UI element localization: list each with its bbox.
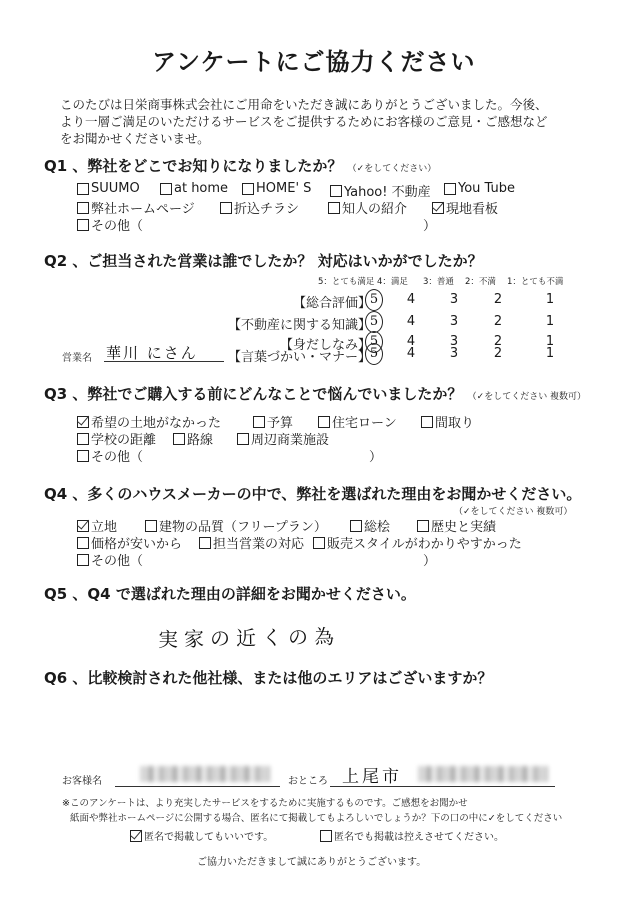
rating-label: 【不動産に関する知識】 xyxy=(227,318,371,333)
checkbox[interactable] xyxy=(421,416,433,428)
checkbox-checked[interactable] xyxy=(77,520,89,532)
checkbox[interactable] xyxy=(77,537,89,549)
rating-option[interactable]: 2 xyxy=(493,314,503,329)
option-label: その他（ xyxy=(91,450,144,465)
q1-option[interactable] xyxy=(328,198,407,217)
checkbox[interactable] xyxy=(77,219,89,231)
q4-note: （✓をしてください 複数可） xyxy=(454,507,573,517)
option-label: 販売スタイルがわかりやすかった xyxy=(327,537,522,552)
selection-circle xyxy=(365,311,383,333)
q1-option[interactable] xyxy=(77,215,143,234)
rating-option[interactable]: 2 xyxy=(493,292,503,307)
checkbox[interactable] xyxy=(145,520,157,532)
rating-row xyxy=(0,346,565,364)
rating-label: 【言葉づかい・マナー】 xyxy=(227,350,371,365)
option-label: 路線 xyxy=(187,433,214,448)
rating-scale-4: 4：満足 xyxy=(377,277,408,287)
sales-label: 営業名 xyxy=(62,353,92,364)
checkbox-checked[interactable] xyxy=(77,416,89,428)
option-label: 匿名で掲載してもいいです。 xyxy=(144,832,274,843)
rating-option[interactable]: 1 xyxy=(545,292,555,307)
q1-option[interactable] xyxy=(160,181,228,196)
checkbox[interactable] xyxy=(253,416,265,428)
option-label: 現地看板 xyxy=(446,202,499,217)
rating-option[interactable]: 4 xyxy=(406,292,416,307)
q1-option[interactable] xyxy=(432,198,498,217)
checkbox[interactable] xyxy=(77,433,89,445)
consent-yes-option[interactable] xyxy=(130,828,273,843)
rating-scale-5: 5：とても満足 xyxy=(318,277,375,287)
option-label: Yahoo! 不動産 xyxy=(344,185,431,200)
q3-option[interactable] xyxy=(318,412,397,431)
option-label: 折込チラシ xyxy=(234,202,300,217)
checkbox[interactable] xyxy=(313,537,325,549)
option-label: 知人の紹介 xyxy=(342,202,408,217)
address-label: おところ xyxy=(288,776,328,787)
checkbox-checked[interactable] xyxy=(130,830,142,842)
checkbox[interactable] xyxy=(417,520,429,532)
rating-option-selected[interactable]: 5 xyxy=(367,292,381,307)
option-label: 総桧 xyxy=(364,520,391,535)
q3-note: （✓をしてください 複数可） xyxy=(467,392,587,402)
q1-option[interactable] xyxy=(220,198,299,217)
consent-no-option[interactable] xyxy=(320,828,504,843)
checkbox[interactable] xyxy=(318,416,330,428)
intro-line: をお聞かせくださいませ。 xyxy=(60,131,210,146)
option-label: 希望の土地がなかった xyxy=(91,416,222,431)
option-label: 弊社ホームページ xyxy=(91,202,195,217)
option-label: 学校の距離 xyxy=(91,433,157,448)
checkbox[interactable] xyxy=(160,183,172,195)
q3-option[interactable] xyxy=(173,429,213,448)
checkbox-checked[interactable] xyxy=(432,202,444,214)
rating-option[interactable]: 2 xyxy=(493,346,503,361)
option-label: SUUMO xyxy=(91,181,140,196)
option-label: You Tube xyxy=(458,181,515,196)
checkbox[interactable] xyxy=(444,183,456,195)
q1-heading xyxy=(44,155,436,176)
option-label: 歴史と実績 xyxy=(431,520,497,535)
checkbox[interactable] xyxy=(330,185,342,197)
q5-answer-handwritten[interactable]: 実家の近くの為 xyxy=(157,624,341,652)
rating-scale-3: 3：普通 xyxy=(423,277,454,287)
footer-note-1: ※このアンケートは、より充実したサービスをするために実施するものです。ご感想をお聞かせ xyxy=(62,798,468,809)
intro-line: より一層ご満足のいただけるサービスをご提供するためにお客様のご意見・ご感想など xyxy=(60,114,548,129)
q3-option[interactable] xyxy=(77,446,143,465)
rating-option[interactable]: 4 xyxy=(406,334,416,349)
q3-heading xyxy=(44,383,586,404)
footer-note-2: 紙面や弊社ホームページに公開する場合、匿名にて掲載してもよろしいでしょうか？下の口の中に✓をしてください xyxy=(70,813,563,824)
q1-option[interactable] xyxy=(77,181,140,196)
rating-option[interactable]: 2 xyxy=(493,334,503,349)
q6-answer-area[interactable] xyxy=(77,700,567,750)
thanks-text: ご協力いただきまして誠にありがとうございます。 xyxy=(197,857,427,868)
customer-name-redacted xyxy=(140,766,270,782)
rating-option[interactable]: 4 xyxy=(406,346,416,361)
option-label: 周辺商業施設 xyxy=(251,433,330,448)
checkbox[interactable] xyxy=(328,202,340,214)
q1-note: （✓をしてください） xyxy=(347,164,437,174)
option-label: 立地 xyxy=(91,520,118,535)
rating-option-selected[interactable]: 5 xyxy=(367,314,381,329)
option-label: その他（ xyxy=(91,219,144,234)
intro-text xyxy=(60,96,548,147)
rating-scale-1: 1：とても不満 xyxy=(507,277,564,287)
q3-option[interactable] xyxy=(237,429,329,448)
rating-option[interactable]: 1 xyxy=(545,314,555,329)
rating-option[interactable]: 3 xyxy=(449,334,459,349)
checkbox[interactable] xyxy=(320,830,332,842)
checkbox[interactable] xyxy=(77,202,89,214)
q6-heading: Q6 、比較検討された他社様、または他のエリアはございますか？ xyxy=(44,669,493,687)
rating-label: 【身だしなみ】 xyxy=(279,338,371,353)
rating-option[interactable]: 1 xyxy=(545,334,555,349)
rating-label: 【総合評価】 xyxy=(292,296,371,311)
option-label: 価格が安いから xyxy=(91,537,183,552)
checkbox[interactable] xyxy=(350,520,362,532)
rating-option[interactable]: 3 xyxy=(449,346,459,361)
rating-option-selected[interactable]: 5 xyxy=(367,334,381,349)
option-label: その他（ xyxy=(91,554,144,569)
q3-label: Q3 、弊社でご購入する前にどんなことで悩んでいましたか？ xyxy=(44,385,463,403)
checkbox[interactable] xyxy=(220,202,232,214)
checkbox[interactable] xyxy=(77,183,89,195)
q3-paren-close: ） xyxy=(369,450,383,465)
checkbox[interactable] xyxy=(237,433,249,445)
q4-paren-close: ） xyxy=(423,554,437,569)
selection-circle xyxy=(365,289,383,311)
address-redacted xyxy=(418,766,548,782)
address-city-handwritten: 上尾市 xyxy=(342,767,402,787)
rating-option[interactable]: 3 xyxy=(449,314,459,329)
option-label: 匿名でも掲載は控えさせてください。 xyxy=(334,832,504,843)
q5-heading: Q5 、Q4 で選ばれた理由の詳細をお聞かせください。 xyxy=(44,585,416,603)
q4-option[interactable] xyxy=(77,550,143,569)
option-label: HOME' S xyxy=(256,181,312,196)
rating-scale-2: 2：不満 xyxy=(465,277,496,287)
checkbox[interactable] xyxy=(77,554,89,566)
q4-option[interactable] xyxy=(199,533,304,552)
rating-option[interactable]: 4 xyxy=(406,314,416,329)
q1-label: Q1 、弊社をどこでお知りになりましたか？ xyxy=(44,157,343,175)
checkbox[interactable] xyxy=(173,433,185,445)
checkbox[interactable] xyxy=(77,450,89,462)
q3-option[interactable] xyxy=(421,412,474,431)
q2-heading: Q2 、ご担当された営業は誰でしたか？ 対応はいかがでしたか？ xyxy=(44,252,483,270)
checkbox[interactable] xyxy=(199,537,211,549)
customer-name-label: お客様名 xyxy=(62,776,102,787)
selection-circle xyxy=(365,343,383,365)
q4-option[interactable] xyxy=(313,533,522,552)
customer-name-underline xyxy=(115,786,280,787)
option-label: 間取り xyxy=(435,416,475,431)
option-label: 担当営業の対応 xyxy=(213,537,305,552)
option-label: at home xyxy=(174,181,229,196)
q4-heading: Q4 、多くのハウスメーカーの中で、弊社を選ばれた理由をお聞かせください。 xyxy=(44,485,582,503)
rating-option[interactable]: 3 xyxy=(449,292,459,307)
survey-title: アンケートにご協力ください xyxy=(152,48,476,76)
option-label: 予算 xyxy=(267,416,294,431)
checkbox[interactable] xyxy=(242,183,254,195)
q1-paren-close: ） xyxy=(423,219,437,234)
rating-row xyxy=(0,314,565,332)
rating-row xyxy=(0,292,565,310)
q1-option[interactable] xyxy=(444,181,515,196)
q1-option[interactable] xyxy=(242,181,311,196)
intro-line: このたびは日栄商事株式会社にご用命をいただき誠にありがとうございました。今後、 xyxy=(60,97,548,112)
option-label: 建物の品質（フリープラン） xyxy=(159,520,327,535)
rating-option-selected[interactable]: 5 xyxy=(367,346,381,361)
sales-name-handwritten: 華川 にさん xyxy=(106,344,198,362)
rating-option[interactable]: 1 xyxy=(545,346,555,361)
option-label: 住宅ローン xyxy=(332,416,397,431)
